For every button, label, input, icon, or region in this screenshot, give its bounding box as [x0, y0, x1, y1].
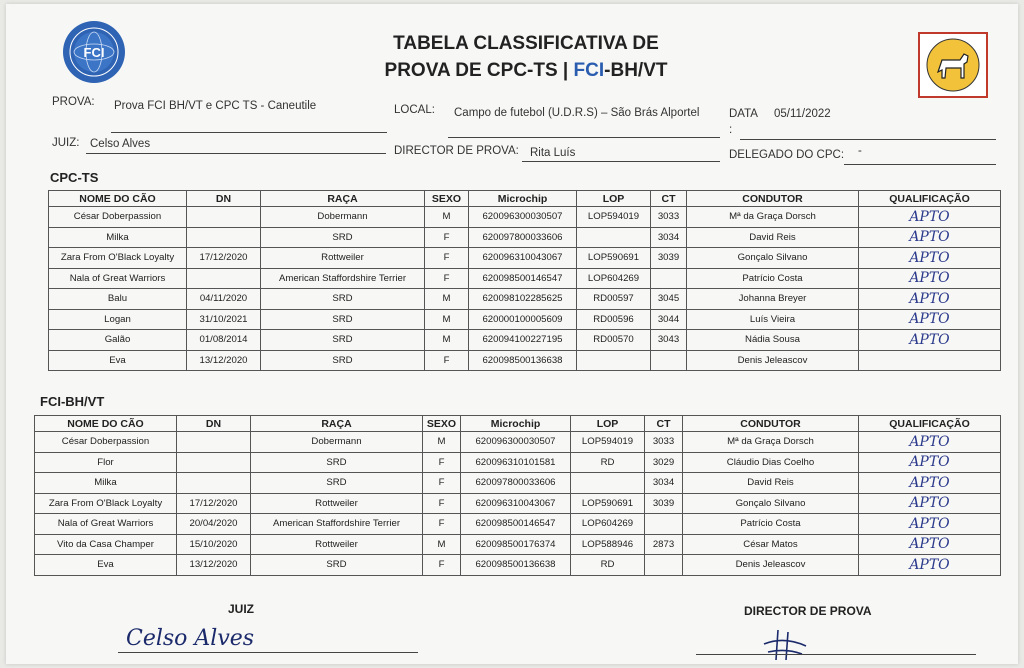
table-cell: Dobermann [251, 432, 423, 453]
table-cell [577, 227, 651, 248]
table-cell: 3043 [651, 330, 687, 351]
table-cell: Milka [49, 227, 187, 248]
table-cell: 31/10/2021 [187, 309, 261, 330]
table-cell: Zara From O'Black Loyalty [49, 248, 187, 269]
qualification-cell [859, 350, 1001, 371]
table-cell: 620098102285625 [469, 289, 577, 310]
table-cell: LOP594019 [577, 207, 651, 228]
table-cell [177, 473, 251, 494]
table-cell: 620097800033606 [469, 227, 577, 248]
table-row [35, 432, 1001, 453]
table-cell: Eva [49, 350, 187, 371]
table-cell: LOP604269 [577, 268, 651, 289]
fci-logo-text: FCI [83, 45, 105, 60]
director-label: DIRECTOR DE PROVA: [394, 145, 519, 157]
table-cell: LOP588946 [571, 534, 645, 555]
table-cell: 2873 [645, 534, 683, 555]
table-cell: LOP590691 [571, 493, 645, 514]
table-cell: 620096310043067 [461, 493, 571, 514]
table-cell: César Doberpassion [49, 207, 187, 228]
column-header: SEXO [423, 416, 461, 432]
title-line-1: TABELA CLASSIFICATIVA DE [393, 33, 659, 54]
director-signature-line [696, 654, 976, 655]
dog-badge [918, 32, 988, 98]
table-cell [177, 452, 251, 473]
table-cell: Milka [35, 473, 177, 494]
document-sheet [6, 4, 1018, 664]
table-row [35, 534, 1001, 555]
table-cell [187, 268, 261, 289]
table-cell: Denis Jeleascov [687, 350, 859, 371]
table-cell: F [425, 268, 469, 289]
data-value: 05/11/2022 [774, 108, 831, 120]
table-cell: Eva [35, 555, 177, 576]
table-cpc-ts [48, 190, 1001, 371]
table-row [35, 555, 1001, 576]
table-cell: 3033 [651, 207, 687, 228]
table-cell: SRD [261, 350, 425, 371]
table-cell: Gonçalo Silvano [683, 493, 859, 514]
table-cell: Johanna Breyer [687, 289, 859, 310]
table-cell: 620098500146547 [469, 268, 577, 289]
table-cell: F [423, 514, 461, 535]
table-cell: Rottweiler [261, 248, 425, 269]
table-cell: American Staffordshire Terrier [261, 268, 425, 289]
column-header: DN [187, 191, 261, 207]
fci-logo [62, 20, 126, 84]
prova-value: Prova FCI BH/VT e CPC TS - Caneutile [114, 100, 317, 112]
footer-director-label: DIRECTOR DE PROVA [744, 604, 872, 618]
table-cell: American Staffordshire Terrier [251, 514, 423, 535]
column-header: CT [651, 191, 687, 207]
table-cell [651, 268, 687, 289]
table-cell: Vito da Casa Champer [35, 534, 177, 555]
table-cell: M [425, 309, 469, 330]
table-cell: 3044 [651, 309, 687, 330]
table-cell: Dobermann [261, 207, 425, 228]
table-cell: RD00570 [577, 330, 651, 351]
table-cell: Rottweiler [251, 534, 423, 555]
qualification-cell: APTO [859, 289, 1001, 310]
table-cell: David Reis [687, 227, 859, 248]
dog-icon [920, 34, 986, 96]
section-title-fci-bh-vt: FCI-BH/VT [40, 394, 105, 409]
qualification-cell: APTO [859, 555, 1001, 576]
column-header: DN [177, 416, 251, 432]
table-cell: Flor [35, 452, 177, 473]
table-cell: Logan [49, 309, 187, 330]
column-header: QUALIFICAÇÃO [859, 416, 1001, 432]
table-cell: Balu [49, 289, 187, 310]
table-cell: Gonçalo Silvano [687, 248, 859, 269]
table-row [49, 227, 1001, 248]
table-cell: César Doberpassion [35, 432, 177, 453]
juiz-label: JUIZ: [52, 137, 80, 149]
local-value: Campo de futebol (U.D.R.S) – São Brás Alportel [454, 107, 700, 119]
director-signature [758, 628, 812, 662]
table-cell [577, 350, 651, 371]
table-cell: SRD [251, 452, 423, 473]
table-header-row [35, 416, 1001, 432]
qualification-cell: APTO [859, 268, 1001, 289]
table-cell: F [425, 248, 469, 269]
table-cell: 04/11/2020 [187, 289, 261, 310]
table-cell: M [423, 534, 461, 555]
table-fci-bh-vt [34, 415, 1001, 576]
table-cell: 17/12/2020 [187, 248, 261, 269]
table-cell: 3034 [651, 227, 687, 248]
page-title [326, 30, 726, 84]
table-cell: F [425, 350, 469, 371]
juiz-underline [86, 153, 386, 154]
director-underline [522, 161, 720, 162]
table-cell: 620096300030507 [461, 432, 571, 453]
qualification-cell: APTO [859, 473, 1001, 494]
table-cell: 620098500176374 [461, 534, 571, 555]
table-cell: 3045 [651, 289, 687, 310]
table-cell: M [423, 432, 461, 453]
table-cell: LOP604269 [571, 514, 645, 535]
table-cell: 01/08/2014 [187, 330, 261, 351]
table-cell: F [425, 227, 469, 248]
table-cell [187, 227, 261, 248]
column-header: RAÇA [261, 191, 425, 207]
table-cell [645, 555, 683, 576]
table-cell: 13/12/2020 [187, 350, 261, 371]
table-cell: LOP590691 [577, 248, 651, 269]
table-cell: 620096310043067 [469, 248, 577, 269]
data-colon: : [729, 124, 733, 136]
table-cell: Cláudio Dias Coelho [683, 452, 859, 473]
table-cell: SRD [251, 473, 423, 494]
column-header: Microchip [469, 191, 577, 207]
table-row [49, 350, 1001, 371]
table-cell: RD00596 [577, 309, 651, 330]
qualification-cell: APTO [859, 248, 1001, 269]
table-cell: 17/12/2020 [177, 493, 251, 514]
column-header: CONDUTOR [687, 191, 859, 207]
director-value: Rita Luís [530, 147, 576, 159]
column-header: CT [645, 416, 683, 432]
table-cell: 13/12/2020 [177, 555, 251, 576]
prova-underline [111, 132, 387, 133]
table-cell: SRD [261, 227, 425, 248]
table-cell: Luís Vieira [687, 309, 859, 330]
table-cell: 620096300030507 [469, 207, 577, 228]
table-cell: 620096310101581 [461, 452, 571, 473]
qualification-cell: APTO [859, 227, 1001, 248]
column-header: Microchip [461, 416, 571, 432]
column-header: LOP [577, 191, 651, 207]
table-cell: Mª da Graça Dorsch [683, 432, 859, 453]
table-cell: 3039 [651, 248, 687, 269]
table-cell: 3029 [645, 452, 683, 473]
table-cell: 620094100227195 [469, 330, 577, 351]
table-cell: M [425, 289, 469, 310]
qualification-cell: APTO [859, 493, 1001, 514]
table-cell: César Matos [683, 534, 859, 555]
table-cell: 620098500136638 [461, 555, 571, 576]
table-cell: 620097800033606 [461, 473, 571, 494]
delegado-label: DELEGADO DO CPC: [729, 149, 845, 161]
prova-label: PROVA: [52, 96, 95, 108]
footer-juiz-label: JUIZ [228, 602, 255, 616]
table-cell: David Reis [683, 473, 859, 494]
data-underline [740, 139, 996, 140]
table-row [49, 248, 1001, 269]
section-title-cpc-ts: CPC-TS [50, 170, 99, 185]
qualification-cell: APTO [859, 330, 1001, 351]
table-row [49, 330, 1001, 351]
table-cell: RD [571, 555, 645, 576]
table-cell: Nala of Great Warriors [49, 268, 187, 289]
table-cell: 620098500146547 [461, 514, 571, 535]
qualification-cell: APTO [859, 432, 1001, 453]
table-cell [645, 514, 683, 535]
table-header-row [49, 191, 1001, 207]
table-cell: 3033 [645, 432, 683, 453]
column-header: CONDUTOR [683, 416, 859, 432]
table-cell: 620000100005609 [469, 309, 577, 330]
title-line-2: PROVA DE CPC-TS | FCI-BH/VT [384, 60, 668, 81]
table-cell: RD00597 [577, 289, 651, 310]
table-cell [177, 432, 251, 453]
table-cell: M [425, 330, 469, 351]
table-row [49, 268, 1001, 289]
table-cell: F [423, 493, 461, 514]
qualification-cell: APTO [859, 207, 1001, 228]
qualification-cell: APTO [859, 514, 1001, 535]
table-row [35, 514, 1001, 535]
qualification-cell: APTO [859, 452, 1001, 473]
juiz-signature-line [118, 652, 418, 653]
table-cell: Denis Jeleascov [683, 555, 859, 576]
table-cell: 620098500136638 [469, 350, 577, 371]
table-cell: Patrício Costa [687, 268, 859, 289]
table-row [35, 452, 1001, 473]
table-cell: F [423, 555, 461, 576]
table-cell: 20/04/2020 [177, 514, 251, 535]
local-label: LOCAL: [394, 104, 435, 116]
juiz-signature: Celso Alves [126, 626, 255, 651]
table-cell: 3039 [645, 493, 683, 514]
table-row [35, 493, 1001, 514]
table-cell: Nádia Sousa [687, 330, 859, 351]
table-cell: Rottweiler [251, 493, 423, 514]
juiz-value: Celso Alves [90, 138, 151, 150]
local-underline [448, 137, 720, 138]
table-cell: SRD [261, 289, 425, 310]
data-label: DATA [729, 108, 758, 120]
table-cell [651, 350, 687, 371]
table-cell: SRD [251, 555, 423, 576]
column-header: QUALIFICAÇÃO [859, 191, 1001, 207]
column-header: LOP [571, 416, 645, 432]
table-cell: F [423, 473, 461, 494]
table-row [35, 473, 1001, 494]
table-cell: Mª da Graça Dorsch [687, 207, 859, 228]
column-header: RAÇA [251, 416, 423, 432]
delegado-underline [844, 164, 996, 165]
table-cell: 3034 [645, 473, 683, 494]
table-cell: M [425, 207, 469, 228]
table-row [49, 309, 1001, 330]
table-cell: F [423, 452, 461, 473]
column-header: NOME DO CÃO [35, 416, 177, 432]
table-cell: Zara From O'Black Loyalty [35, 493, 177, 514]
table-cell: SRD [261, 330, 425, 351]
table-cell: SRD [261, 309, 425, 330]
qualification-cell: APTO [859, 534, 1001, 555]
qualification-cell: APTO [859, 309, 1001, 330]
table-row [49, 207, 1001, 228]
table-cell: LOP594019 [571, 432, 645, 453]
table-cell: 15/10/2020 [177, 534, 251, 555]
delegado-value: - [858, 145, 862, 157]
table-cell: RD [571, 452, 645, 473]
table-cell [187, 207, 261, 228]
table-cell: Patrício Costa [683, 514, 859, 535]
column-header: NOME DO CÃO [49, 191, 187, 207]
column-header: SEXO [425, 191, 469, 207]
table-cell [571, 473, 645, 494]
table-row [49, 289, 1001, 310]
table-cell: Galão [49, 330, 187, 351]
table-cell: Nala of Great Warriors [35, 514, 177, 535]
